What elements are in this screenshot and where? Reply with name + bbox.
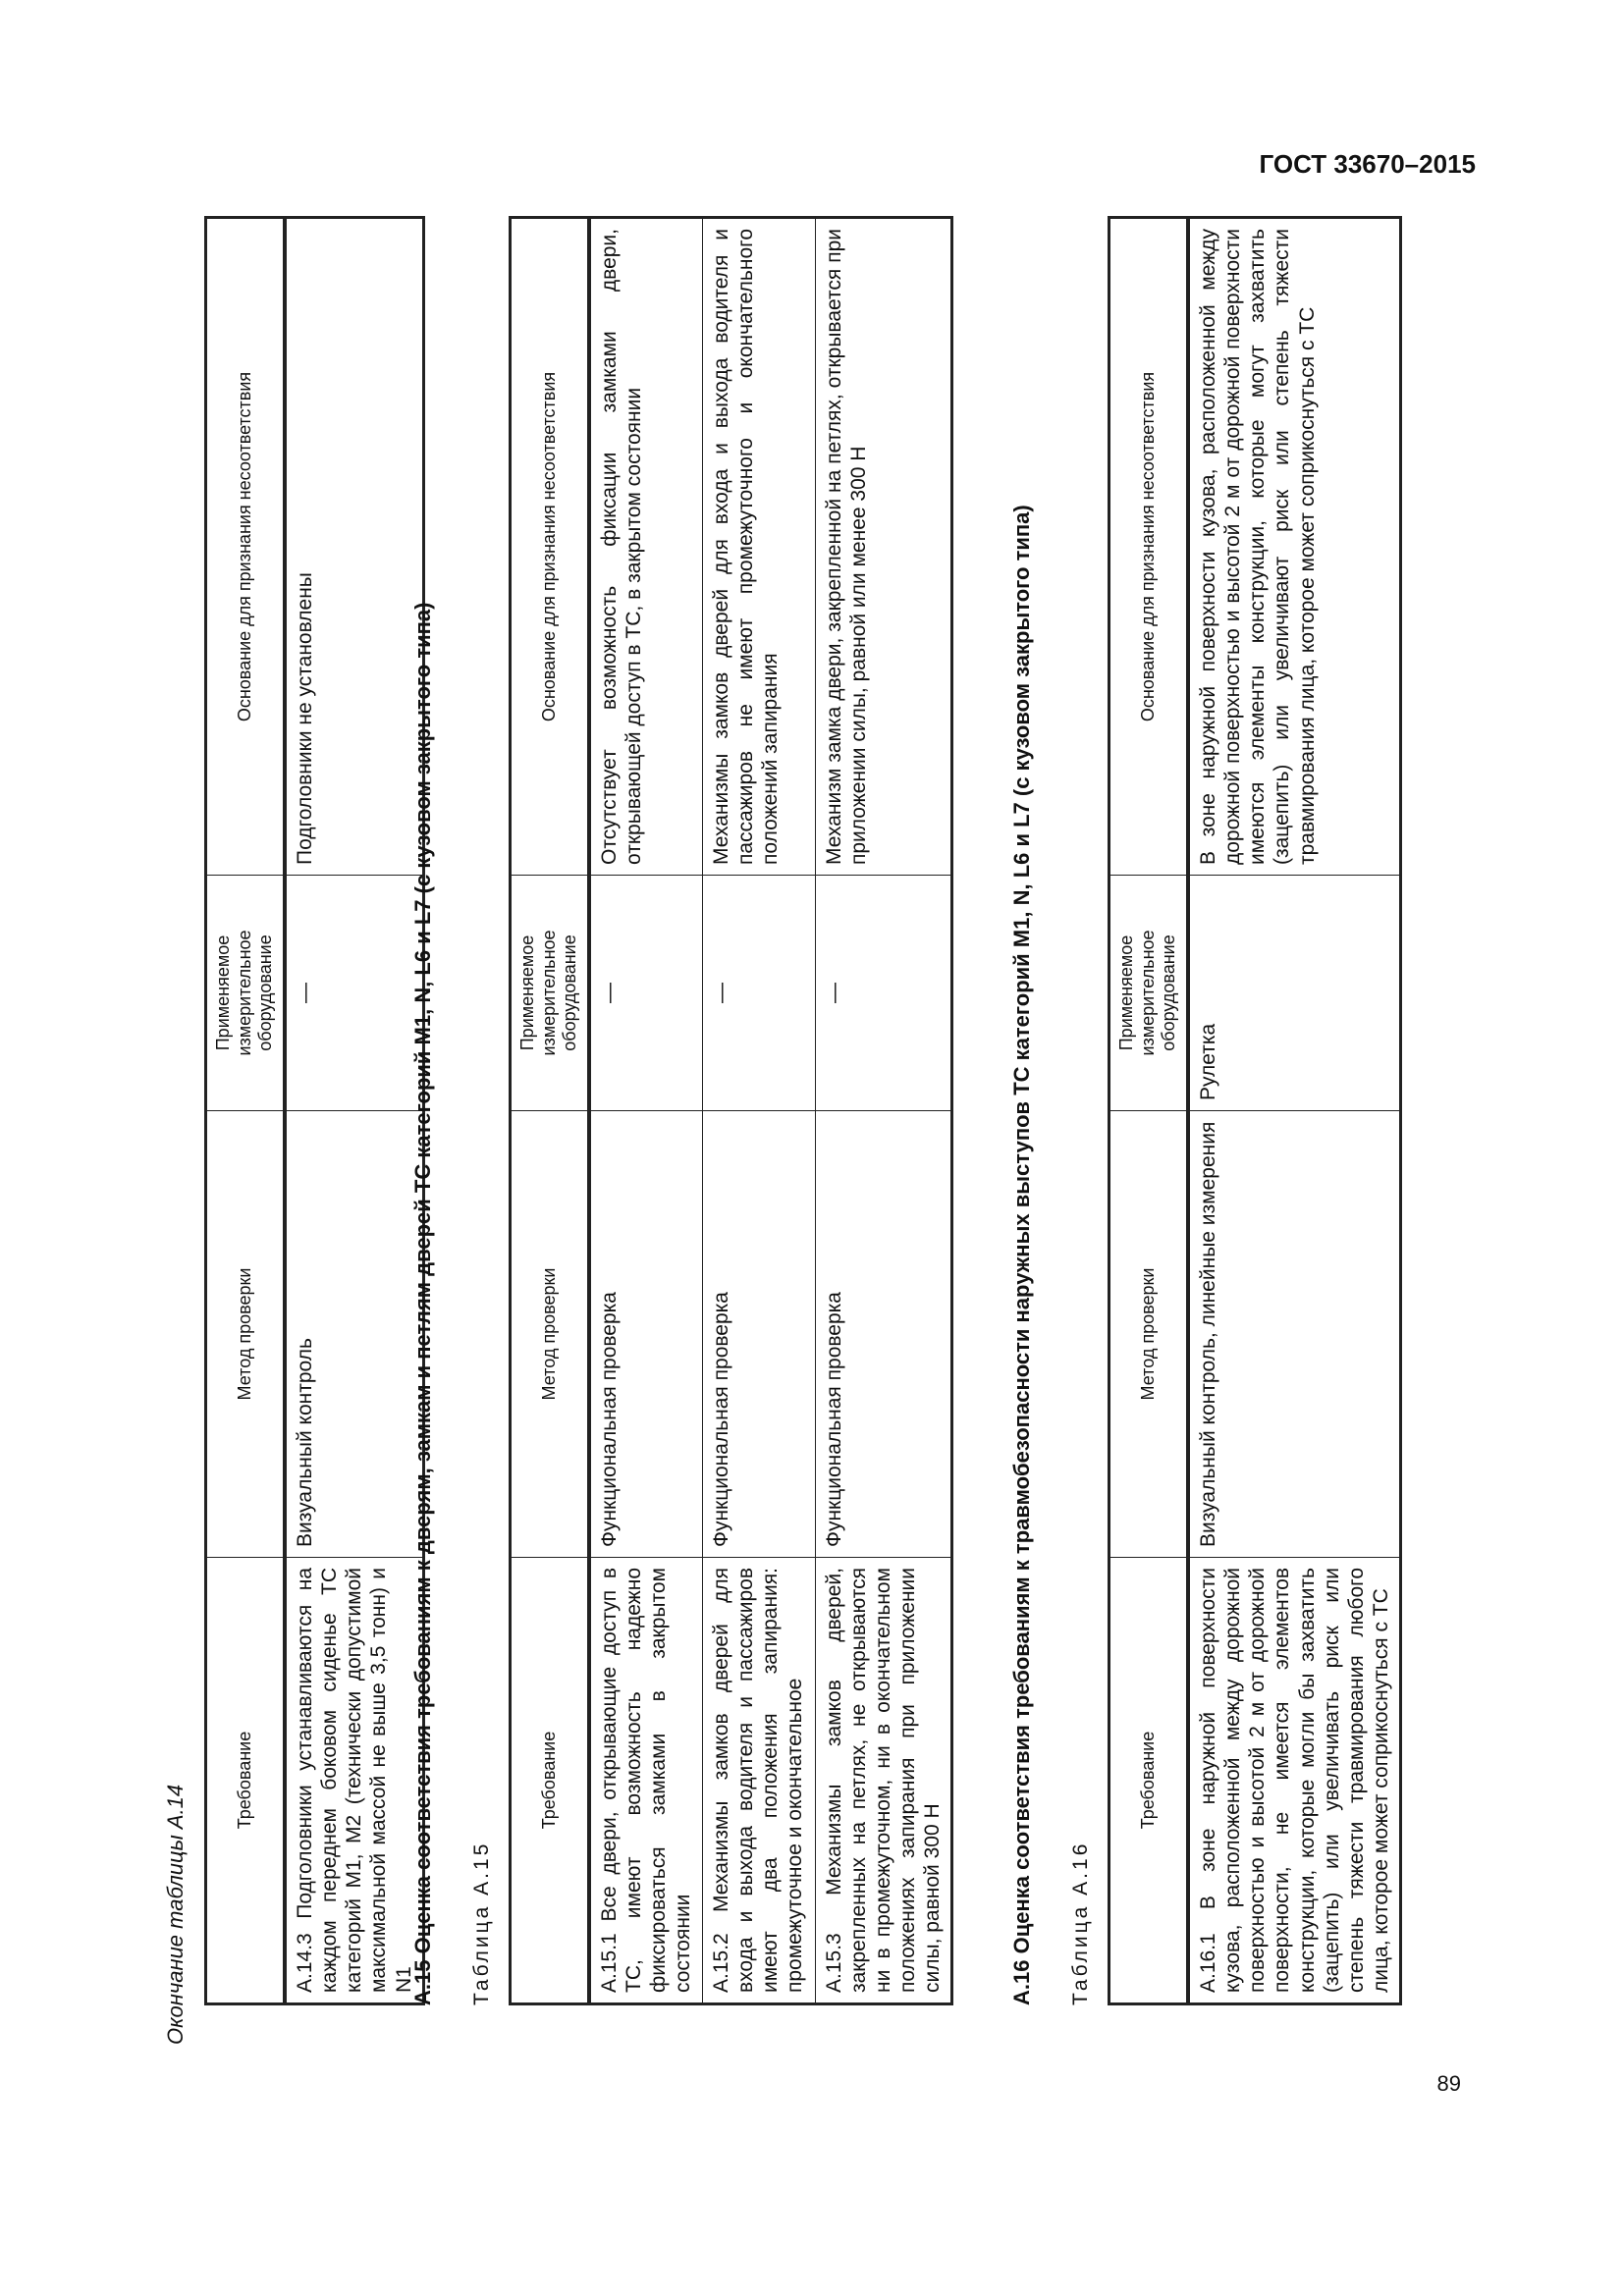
section-a16-title: А.16 Оценка соответствия требованиям к травмобезопасности наружных выступов ТС категорий М1, N, L6 и L7 (с кузовом закрытого типа) xyxy=(1009,505,1034,2005)
table-cell: А.14.3 Подголовники устанавливаются на каждом переднем боковом сиденье ТС категорий М1, М2 (технически допустимой максимальной массой не выше 3,5 тонн) и N1 xyxy=(285,1558,423,2004)
section-a15-title: А.15 Оценка соответствия требованиям к дверям, замкам и петлям дверей ТС категорий М1, N, L6 и L7 (с кузовом закрытого типа) xyxy=(410,602,435,2005)
table-cell: — xyxy=(702,876,815,1111)
page-number: 89 xyxy=(1436,2071,1461,2096)
table-cell: Подголовники не установлены xyxy=(285,218,423,876)
table-a15-label: Таблица А.15 xyxy=(470,1841,493,2005)
table-a16 xyxy=(1108,216,1402,2005)
table-cell: Визуальный контроль, линейные измерения xyxy=(1188,1111,1401,1558)
table-cell: А.16.1 В зоне наружной поверхности кузова, расположенной между дорожной поверхностью и высотой 2 м от дорожной поверхности, не имеется элементов конструкции, которые могли бы захватить (зацепить) или увеличивать риск или степень тяжести травмирования любого лица, которое может соприкоснуться с ТС xyxy=(1188,1558,1401,2004)
table-cell: А.15.2 Механизмы замков дверей для входа и выхода водителя и пассажиров имеют два положения запирания: промежуточное и окончательное xyxy=(702,1558,815,2004)
table-cell: А.15.1 Все двери, открывающие доступ в ТС, имеют возможность надежно фиксироваться замками в закрытом состоянии xyxy=(589,1558,702,2004)
table-cell: — xyxy=(285,876,423,1111)
table-cell: Отсутствует возможность фиксации замками двери, открывающей доступ в ТС, в закрытом состоянии xyxy=(589,218,702,876)
column-header: Метод проверки xyxy=(1109,1111,1188,1558)
table-cell: А.15.3 Механизмы замков дверей, закрепленных на петлях, не открываются ни в промежуточном, ни в окончательном положениях запирания при приложении силы, равной 300 Н xyxy=(815,1558,952,2004)
column-header: Основание для признания несоответствия xyxy=(1109,218,1188,876)
table-row xyxy=(1188,218,1401,2004)
column-header: Метод проверки xyxy=(206,1111,285,1558)
table14-caption: Окончание таблицы А.14 xyxy=(163,1784,188,2045)
column-header: Требование xyxy=(1109,1558,1188,2004)
rotated-page-content xyxy=(155,219,1451,2045)
table-row xyxy=(285,218,423,2004)
column-header: Метод проверки xyxy=(511,1111,589,1558)
column-header: Требование xyxy=(511,1558,589,2004)
table-cell: Функциональная проверка xyxy=(702,1111,815,1558)
table-row xyxy=(815,218,952,2004)
table-cell: Функциональная проверка xyxy=(589,1111,702,1558)
table-a15 xyxy=(509,216,953,2005)
column-header: Применяемое измерительное оборудование xyxy=(1109,876,1188,1111)
table-a14 xyxy=(204,216,425,2005)
table-cell: Механизмы замков дверей для входа и выхода водителя и пассажиров не имеют промежуточного и окончательного положений запирания xyxy=(702,218,815,876)
column-header: Применяемое измерительное оборудование xyxy=(511,876,589,1111)
column-header: Применяемое измерительное оборудование xyxy=(206,876,285,1111)
column-header: Основание для признания несоответствия xyxy=(206,218,285,876)
standard-number: ГОСТ 33670–2015 xyxy=(1259,149,1476,179)
table-cell: — xyxy=(815,876,952,1111)
table-cell: Функциональная проверка xyxy=(815,1111,952,1558)
column-header: Основание для признания несоответствия xyxy=(511,218,589,876)
table-a16-label: Таблица А.16 xyxy=(1069,1841,1092,2005)
table-cell: Рулетка xyxy=(1188,876,1401,1111)
table-cell: В зоне наружной поверхности кузова, расположенной между дорожной поверхностью и высотой 2 м от дорожной поверхности имеются элементы конструкции, которые могут захватить (зацепить) или увеличивают риск или степень тяжести травмирования лица, которое может соприкоснуться с ТС xyxy=(1188,218,1401,876)
table-row xyxy=(702,218,815,2004)
table-row xyxy=(589,218,702,2004)
table-cell: Визуальный контроль xyxy=(285,1111,423,1558)
table-cell: Механизм замка двери, закрепленной на петлях, открывается при приложении силы, равной или менее 300 Н xyxy=(815,218,952,876)
table-cell: — xyxy=(589,876,702,1111)
column-header: Требование xyxy=(206,1558,285,2004)
